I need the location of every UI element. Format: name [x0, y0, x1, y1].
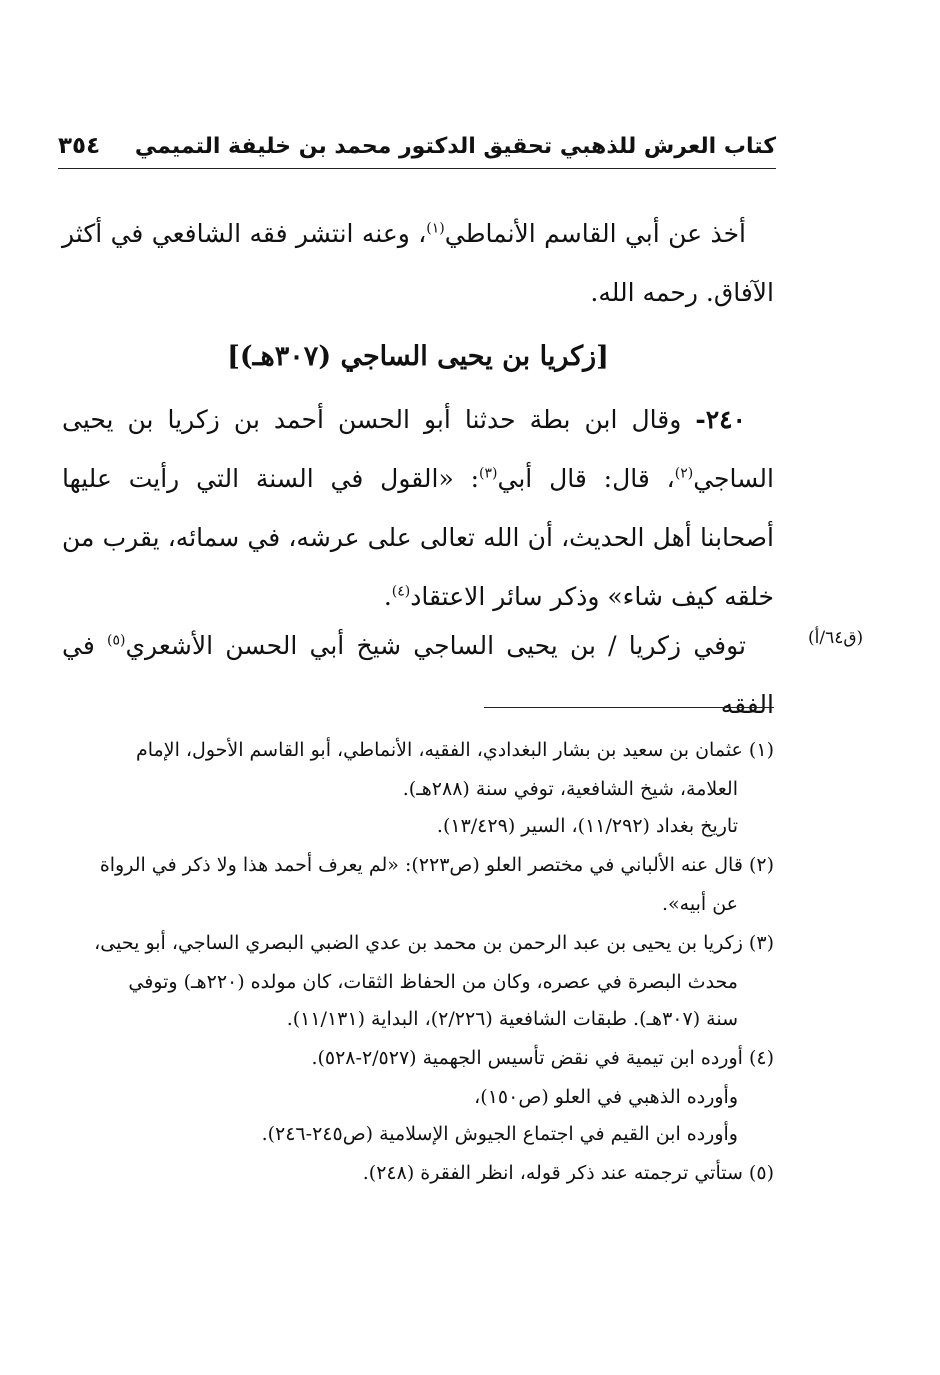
footnote-ref-2[interactable]: (٢) — [674, 465, 694, 482]
footnote-5 — [62, 1155, 774, 1192]
footnotes — [62, 732, 774, 1194]
footnote-line: تاريخ بغداد (١١/٢٩٢)، السير (١٣/٤٢٩). — [436, 815, 738, 837]
para2-part-a: وقال ابن بطة حدثنا أبو الحسن أحمد بن زكريا بن يحيى الساجي — [62, 405, 774, 493]
paragraph-death-note — [62, 616, 774, 734]
footnote-separator — [484, 707, 774, 708]
paragraph-3-text — [62, 616, 774, 734]
footnote-2 — [62, 847, 774, 923]
paragraph-240 — [62, 390, 774, 626]
para1-rest: ، وعنه انتشر فقه الشافعي في أكثر الآفاق. رحمه الله. — [62, 219, 774, 307]
para1-text: أخذ عن أبي القاسم الأنماطي — [444, 219, 746, 248]
footnote-line: سنة (٣٠٧هـ). طبقات الشافعية (٢/٢٢٦)، البداية (١١/١٣١). — [286, 1008, 738, 1030]
para3-part-a: توفي زكريا / بن يحيى الساجي شيخ أبي الحسن الأشعري — [125, 631, 746, 660]
para2-end: . — [383, 582, 392, 611]
para2-part-b: ، قال: قال أبي — [497, 464, 675, 493]
paragraph-continuation — [62, 204, 774, 322]
page-number: ٣٥٤ — [58, 133, 101, 159]
section-heading: [زكريا بن يحيى الساجي (٣٠٧هـ)] — [227, 341, 609, 372]
footnote-line: عن أبيه». — [662, 893, 738, 915]
para3-part-b: في الفقه — [62, 631, 774, 719]
paragraph-1-text — [62, 204, 774, 322]
footnote-line: وأورده الذهبي في العلو (ص١٥٠)، — [474, 1086, 738, 1108]
para2-part-c: : «القول في السنة التي رأيت عليها أصحابنا أهل الحديث، أن الله تعالى على عرشه، في سمائه، يقرب من خلقه كيف شاء» وذكر سائر الاعتقاد — [62, 464, 774, 611]
footnote-ref-1[interactable]: (١) — [426, 220, 445, 237]
footnote-line: (٥) ستأتي ترجمته عند ذكر قوله، انظر الفقرة (٢٤٨). — [362, 1162, 774, 1184]
footnote-line: وأورده ابن القيم في اجتماع الجيوش الإسلامية (ص٢٤٥-٢٤٦). — [261, 1123, 738, 1145]
footnote-line: العلامة، شيخ الشافعية، توفي سنة (٢٨٨هـ). — [402, 778, 738, 800]
footnote-line: (١) عثمان بن سعيد بن بشار البغدادي، الفقيه، الأنماطي، أبو القاسم الأحول، الإمام — [136, 739, 774, 761]
footnote-ref-5[interactable]: (٥) — [107, 632, 126, 649]
footnote-ref-4[interactable]: (٤) — [391, 583, 411, 600]
running-header — [58, 128, 776, 164]
footnote-1 — [62, 732, 774, 845]
footnote-line: (٣) زكريا بن يحيى بن عبد الرحمن بن محمد بن عدي الضبي البصري الساجي، أبو يحيى، — [94, 932, 774, 954]
header-rule — [58, 168, 776, 169]
paragraph-240-text — [62, 390, 774, 626]
footnote-ref-3[interactable]: (٣) — [479, 465, 498, 482]
manuscript-folio-note: (ق٦٤/أ) — [808, 628, 864, 648]
footnote-line: محدث البصرة في عصره، وكان من الحفاظ الثقات، كان مولده (٢٢٠هـ) وتوفي — [128, 971, 738, 993]
header-title: كتاب العرش للذهبي تحقيق الدكتور محمد بن خليفة التميمي — [134, 133, 776, 159]
footnote-3 — [62, 925, 774, 1038]
footnote-line: (٢) قال عنه الألباني في مختصر العلو (ص٢٢٣): «لم يعرف أحمد هذا ولا ذكر في الرواة — [99, 854, 774, 876]
footnote-4 — [62, 1040, 774, 1153]
paragraph-number: ٢٤٠- — [695, 405, 746, 434]
footnote-line: (٤) أورده ابن تيمية في نقض تأسيس الجهمية (٢/٥٢٧-٥٢٨). — [311, 1047, 774, 1069]
